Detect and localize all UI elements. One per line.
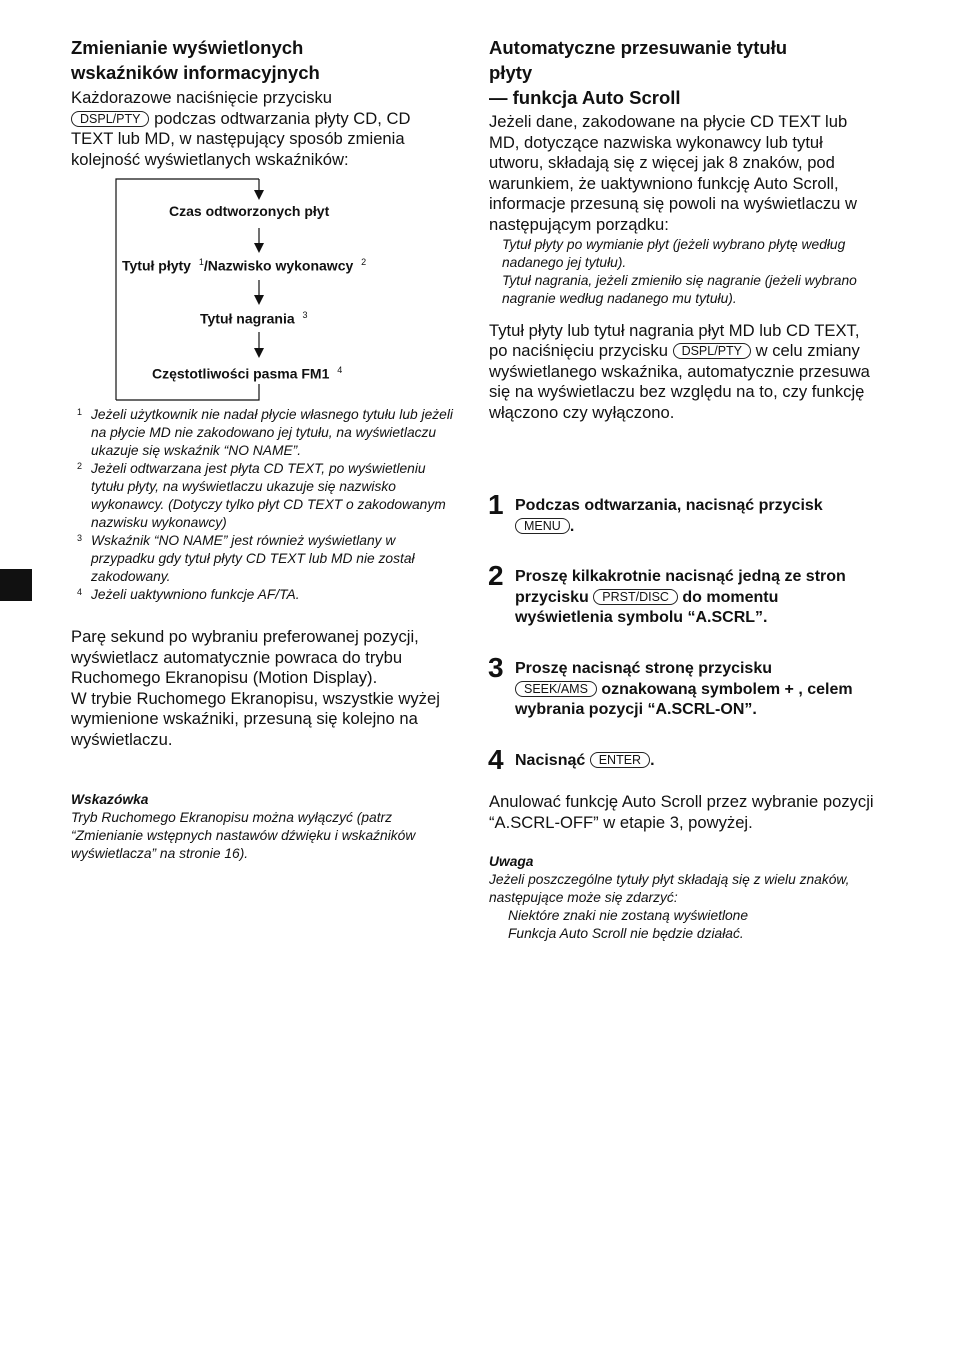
order-item-2: Tytuł nagrania, jeżeli zmieniło się nagranie (jeżeli wybrano nagranie według nadanego mu tytułu).	[502, 272, 857, 306]
auto-scroll-intro: Jeżeli dane, zakodowane na płycie CD TEXT lub MD, dotyczące nazwiska wykonawcy lub tytuł utworu, składają się z więcej jak 8 znaków, pod warunkiem, że uaktywniono funkcję Auto Scroll, informacje przesuną się powoli na wyświetlaczu w następującym porządku:	[489, 112, 857, 234]
note-title: Uwaga	[489, 854, 534, 869]
tip-box	[71, 791, 456, 863]
footnote-3: 3 Wskaźnik “NO NAME” jest również wyświetlany w przypadku gdy tytuł płyty CD TEXT lub MD nie został zakodowany.	[77, 533, 415, 584]
step-3: 3 Proszę nacisnąć stronę przycisku SEEK/AMS oznakowaną symbolem + , celem wybrania pozycji “A.SCRL-ON”.	[488, 652, 853, 718]
footnote-1: 1 Jeżeli użytkownik nie nadał płycie własnego tytułu lub jeżeli na płycie MD nie zakodowano jej tytułu, na wyświetlaczu ukazuje się wskaźnik “NO NAME”.	[77, 407, 453, 458]
seek-ams-button-label: SEEK/AMS	[515, 681, 597, 697]
note-item-2: Funkcja Auto Scroll nie będzie działać.	[508, 926, 744, 941]
step-number-4: 4	[488, 744, 504, 775]
step-1: 1 Podczas odtwarzania, nacisnąć przycisk MENU .	[488, 489, 823, 535]
tip-text: Tryb Ruchomego Ekranopisu można wyłączyć (patrz “Zmienianie wstępnych nastawów dźwięku i wskaźników wyświetlacza” na stronie 16).	[71, 810, 416, 861]
flow-item-track-title: Tytuł nagrania $^3$	[200, 310, 308, 327]
flow-arrowhead-3	[254, 295, 264, 305]
flowchart-return-line	[116, 384, 259, 400]
order-item-1: Tytuł płyty po wymianie płyt (jeżeli wybrano płytę według nadanego jej tytułu).	[502, 236, 846, 270]
right-column	[489, 35, 879, 424]
note-box	[489, 853, 879, 943]
auto-scroll-order-list	[489, 236, 879, 308]
step-number-2: 2	[488, 560, 504, 591]
tip-title: Wskazówka	[71, 792, 149, 807]
flow-arrowhead-1	[254, 190, 264, 200]
cancel-auto-scroll-text: Anulować funkcję Auto Scroll przez wybranie pozycji “A.SCRL-OFF” w etapie 3, powyżej.	[489, 792, 874, 832]
page-edge-tab	[0, 569, 32, 601]
flow-item-disc-artist: Tytuł płyty $^1$/Nazwisko wykonawcy $^2$	[122, 257, 367, 274]
dspl-pty-button-label: DSPL/PTY	[71, 111, 149, 127]
footnote-2: 2 Jeżeli odtwarzana jest płyta CD TEXT, po wyświetleniu tytułu płyty, na wyświetlaczu ukazuje się nazwisko wykonawcy. (Dotyczy tylko płyt CD TEXT o zakodowanym nazwisku wykonawcy)	[77, 461, 446, 530]
step-number-1: 1	[488, 489, 504, 520]
auto-scroll-para-2: Tytuł płyty lub tytuł nagrania płyt MD lub CD TEXT, po naciśnięciu przycisku DSPL/PTY w celu zmiany wyświetlanego wskaźnika, automatycznie przesuwa się na wyświetlaczu bez względu na to, czy funkcję włączono czy wyłączono.	[489, 320, 870, 422]
motion-display-para-2: W trybie Ruchomego Ekranopisu, wszystkie wyżej wymienione wskaźniki, przesuną się kolejno na wyświetlaczu.	[71, 688, 440, 749]
flow-item-fm-frequency: Częstotliwości pasma FM1 $^4$	[152, 365, 343, 382]
section-heading-auto-scroll: Automatyczne przesuwanie tytułu płyty — funkcja Auto Scroll	[489, 37, 788, 108]
intro-paragraph: Każdorazowe naciśnięcie przycisku DSPL/PTY podczas odtwarzania płyty CD, CD TEXT lub MD, w następujący sposób zmienia kolejność wyświetlanych wskaźników:	[71, 88, 411, 169]
section-heading-indicators: Zmienianie wyświetlonych wskaźników informacyjnych	[71, 37, 320, 83]
note-intro: Jeżeli poszczególne tytuły płyt składają się z wielu znaków, następujące może się zdarzyć:	[489, 872, 850, 905]
motion-display-para-1: Parę sekund po wybraniu preferowanej pozycji, wyświetlacz automatycznie powraca do trybu Ruchomego Ekranopisu (Motion Display).	[71, 627, 419, 688]
step-number-3: 3	[488, 652, 504, 683]
flow-arrowhead-4	[254, 348, 264, 358]
motion-display-paragraphs	[71, 627, 456, 751]
menu-button-label: MENU	[515, 518, 570, 534]
flow-arrowhead-2	[254, 243, 264, 253]
footnote-4: 4 Jeżeli uaktywniono funkcje AF/TA.	[77, 587, 300, 602]
enter-button-label: ENTER	[590, 752, 650, 768]
note-item-1: Niektóre znaki nie zostaną wyświetlone	[508, 908, 749, 923]
step-2: 2 Proszę kilkakrotnie nacisnąć jedną ze stron przycisku PRST/DISC do momentu wyświetlenia symbolu “A.SCRL”.	[488, 560, 846, 626]
step-4: 4 Nacisnąć ENTER .	[488, 744, 655, 775]
dspl-pty-button-label-2: DSPL/PTY	[673, 343, 751, 359]
footnotes	[71, 406, 456, 604]
prst-disc-button-label: PRST/DISC	[593, 589, 678, 605]
flow-item-elapsed-time: Czas odtworzonych płyt	[169, 203, 330, 219]
